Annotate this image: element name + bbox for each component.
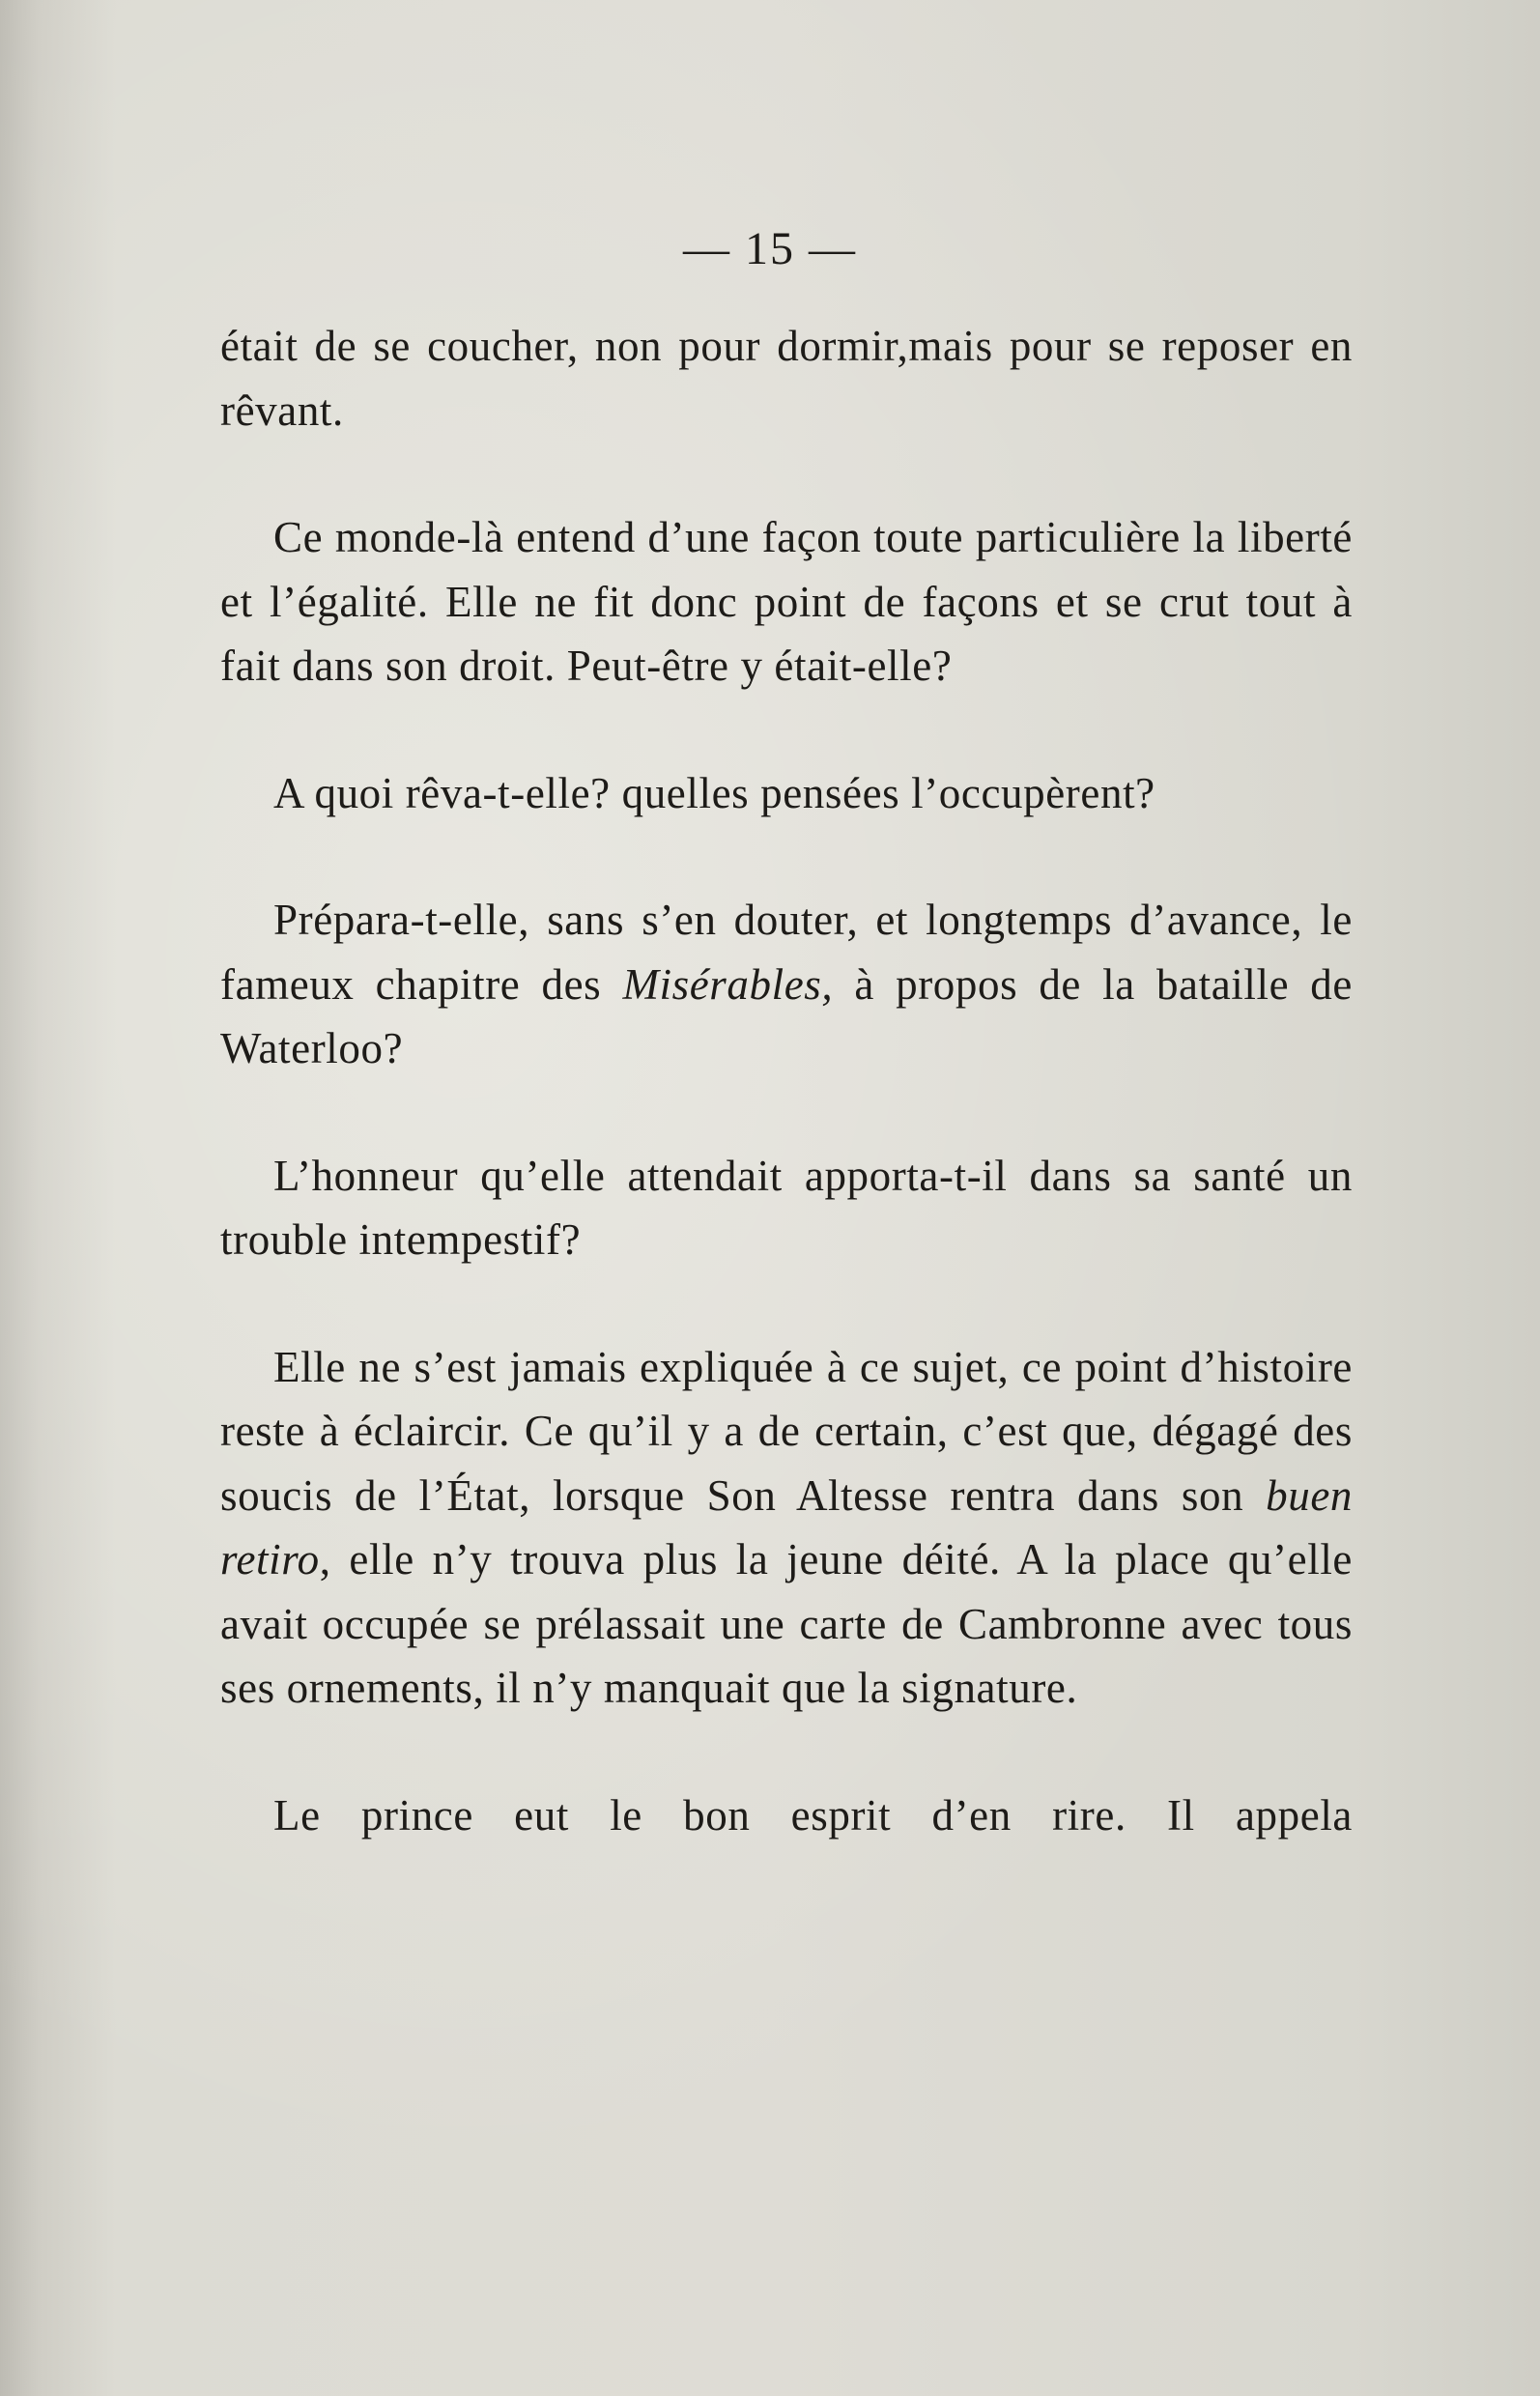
- paragraph-4: [220, 888, 1353, 1081]
- paragraph-5: L’honneur qu’elle attendait apporta-t-il dans sa santé un trouble intempestif?: [220, 1151, 1353, 1264]
- paragraph-6-text-start: Elle ne s’est jamais expliquée à ce sujet, ce point d’histoire reste à éclaircir. Ce qu’il y a de certain, c’est que, dégagé des soucis de l’État, lorsque Son Altesse rentra dans son: [220, 1342, 1353, 1520]
- book-title-miserables: Misérables,: [622, 959, 834, 1009]
- paragraph-6-text-end: , elle n’y trouva plus la jeune déité. A la place qu’elle avait occupée se prélassait une carte de Cambronne avec tous ses ornements, il n’y manquait que la signature.: [220, 1535, 1353, 1712]
- paragraph-4-text-start: Prépara-t-elle, sans s’en douter, et longtemps d’avance, le fameux chapitre des: [220, 896, 1353, 1009]
- page-number: — 15 —: [683, 223, 857, 274]
- paragraph-4-text-end: à propos de la bataille de Waterloo?: [220, 959, 1353, 1072]
- paragraph-3: A quoi rêva-t-elle? quelles pensées l’occupèrent?: [273, 768, 1155, 817]
- body-text: [220, 314, 1353, 1847]
- paragraph-2: Ce monde-là entend d’une façon toute particulière la liberté et l’égalité. Elle ne fit donc point de façons et se crut tout à fait dans son droit. Peut-être y était-elle?: [220, 513, 1353, 690]
- paragraph-6: [220, 1335, 1353, 1721]
- paragraph-7: Le prince eut le bon esprit d’en rire. Il appela: [273, 1790, 1353, 1840]
- paragraph-1: était de se coucher, non pour dormir,mais pour se reposer en rêvant.: [220, 322, 1353, 435]
- italic-buen-retiro: buen retiro: [220, 1470, 1353, 1583]
